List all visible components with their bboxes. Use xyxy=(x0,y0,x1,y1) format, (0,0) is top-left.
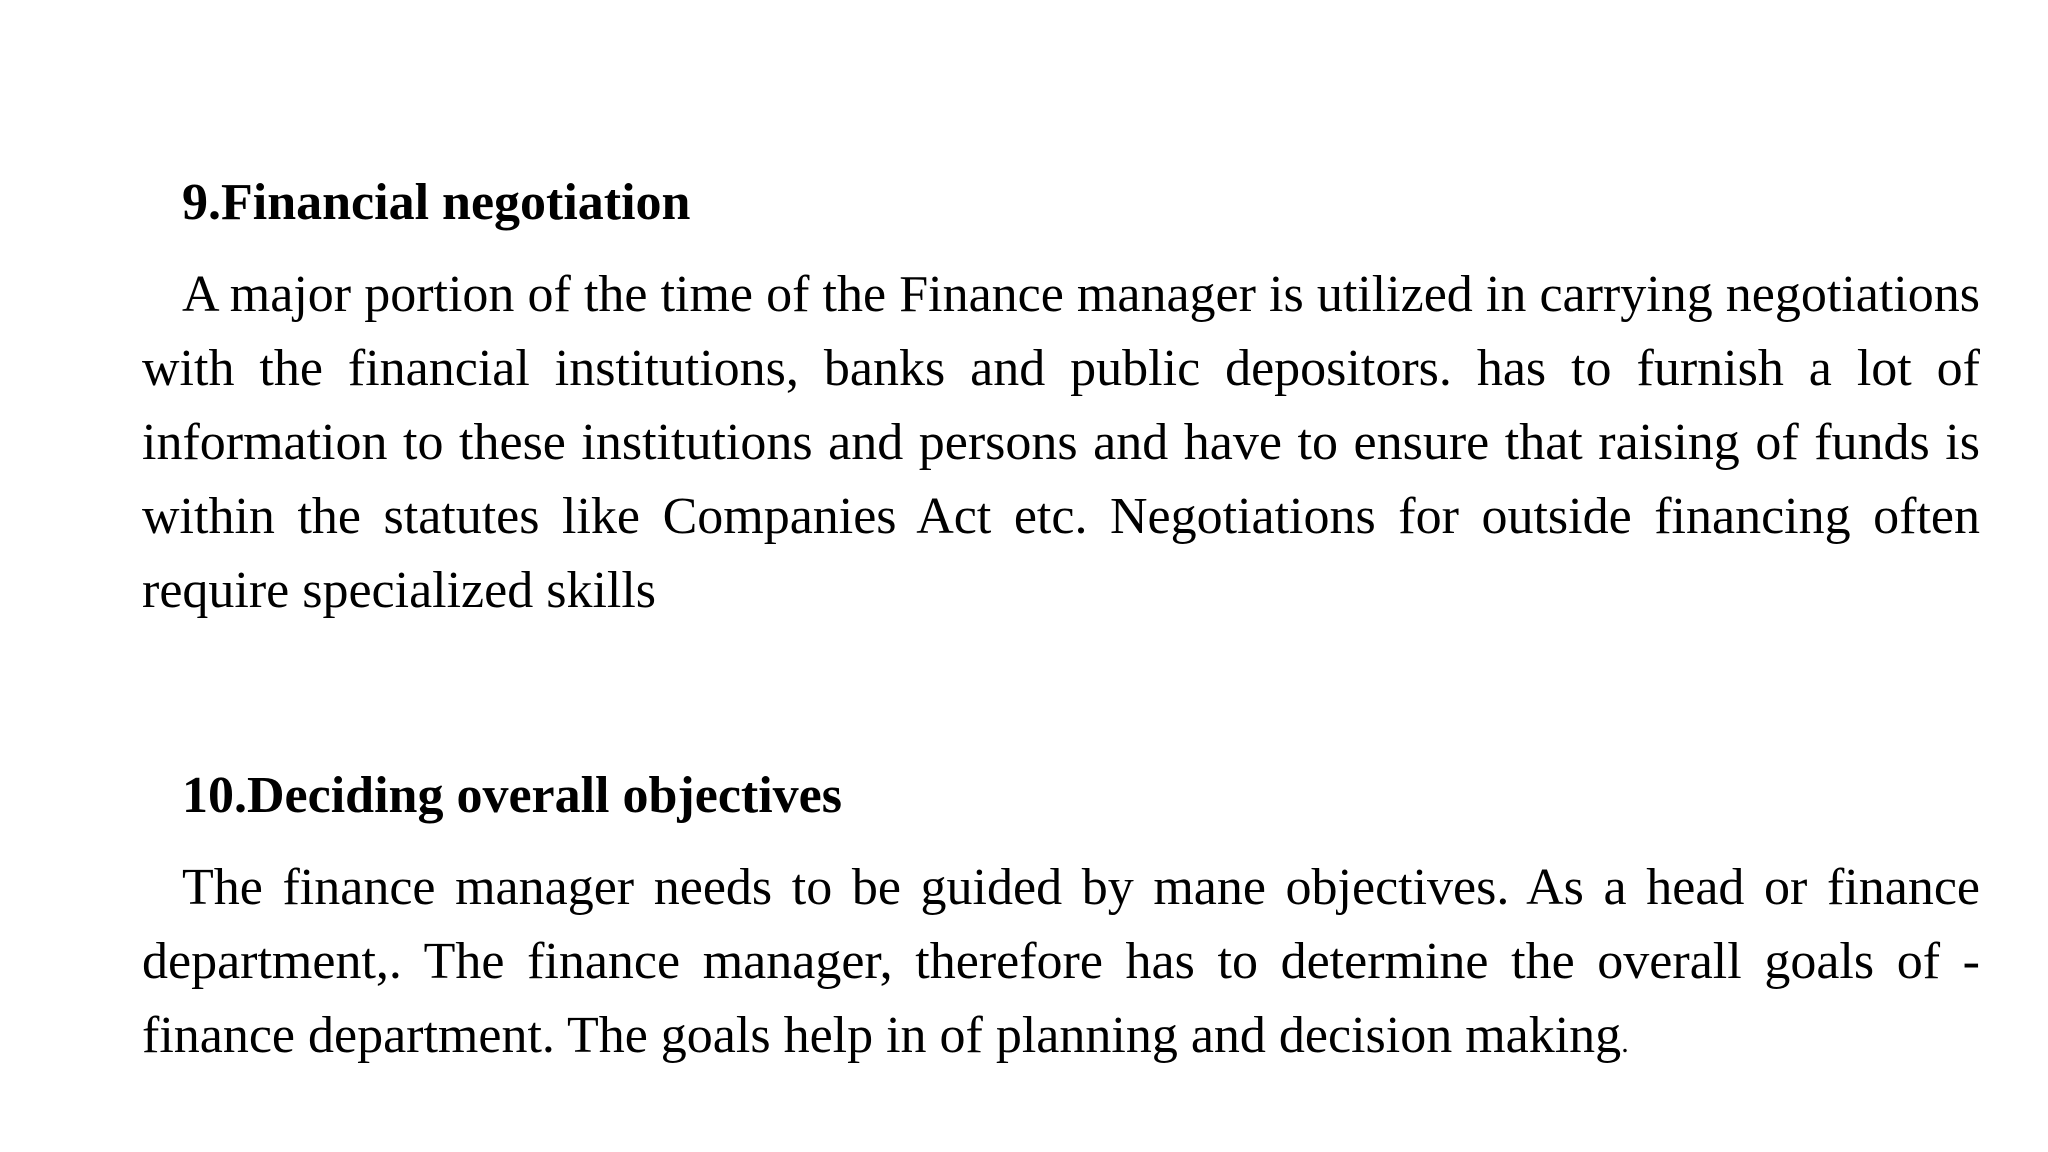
section-heading: 10.Deciding overall objectives xyxy=(182,767,842,824)
section-deciding-overall-objectives xyxy=(142,763,1980,1080)
section-financial-negotiation xyxy=(142,170,1980,628)
section-body-text: The finance manager needs to be guided by mane objectives. As a head or finance department,. The finance manager, therefore has to determine the overall goals of - finance department. The goals help in of planning and decision making xyxy=(142,859,1980,1064)
section-body: A major portion of the time of the Finance manager is utilized in carrying negotiations with the financial institutions, banks and public depositors. has to furnish a lot of information to these institutions and persons and have to ensure that raising of funds is within the statutes like Companies Act etc. Negotiations for outside financing often require specialized skills xyxy=(142,266,1980,619)
section-body-trailing-mark: . xyxy=(1621,1026,1629,1059)
section-body xyxy=(142,851,1980,1080)
section-heading: 9.Financial negotiation xyxy=(182,174,691,231)
